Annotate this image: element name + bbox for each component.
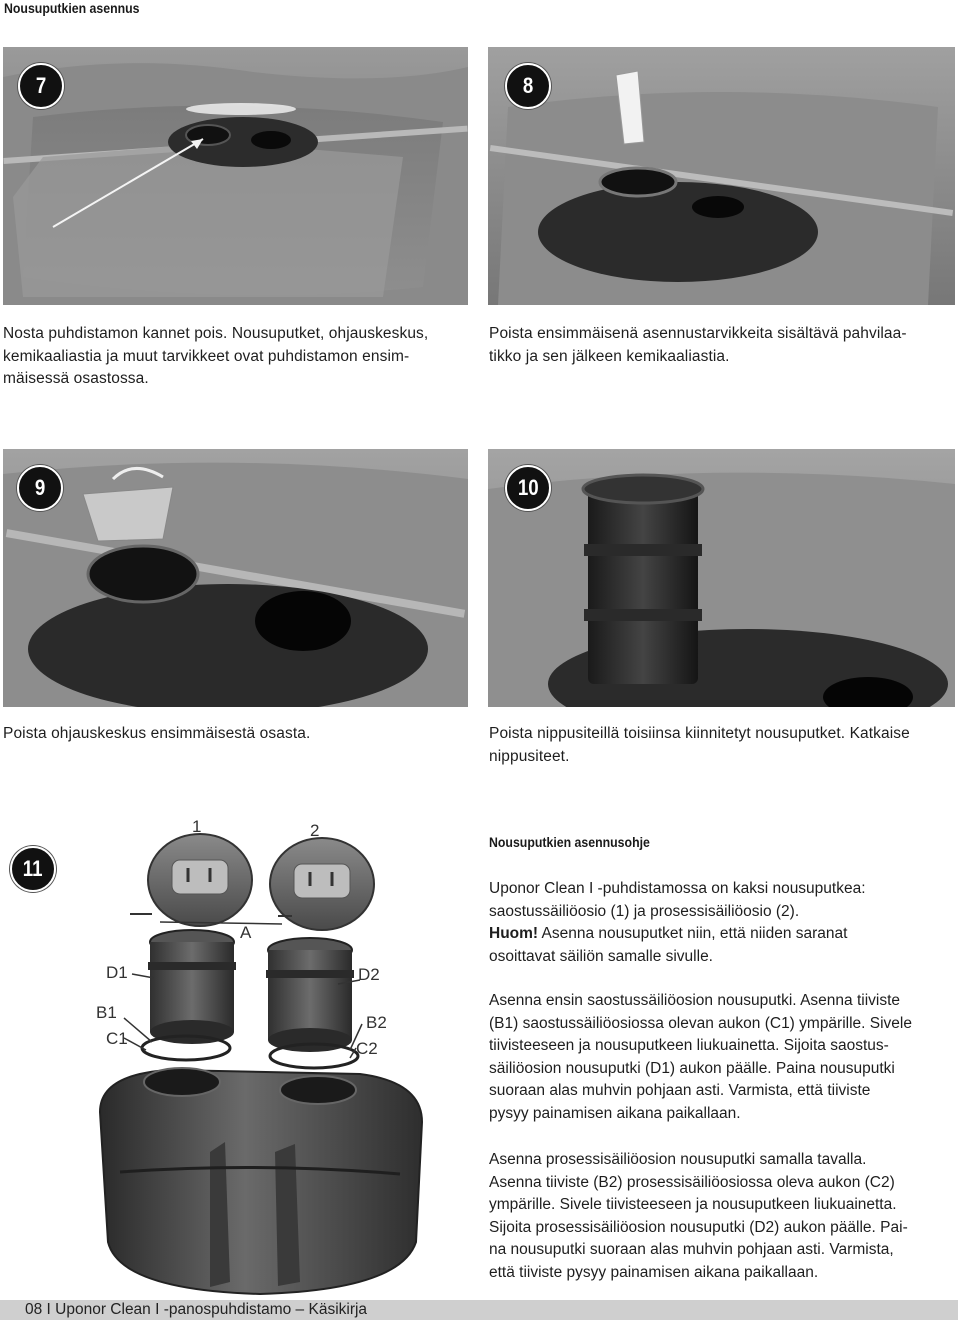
step-9-badge: 9 bbox=[17, 465, 63, 511]
page-title: Nousuputkien asennus bbox=[4, 0, 140, 16]
label-b1: B1 bbox=[96, 1003, 117, 1022]
label-1: 1 bbox=[192, 817, 202, 836]
label-b2: B2 bbox=[366, 1013, 387, 1032]
step-9-photo bbox=[3, 449, 468, 707]
step-8-badge: 8 bbox=[505, 63, 551, 109]
label-2: 2 bbox=[310, 821, 320, 840]
label-d1: D1 bbox=[106, 963, 128, 982]
label-d2: D2 bbox=[358, 965, 380, 984]
footer-text: 08 I Uponor Clean I -panospuhdistamo – Käsikirja bbox=[25, 1301, 368, 1318]
label-a: A bbox=[240, 923, 252, 942]
step-10-caption: Poista nippusiteillä toisiinsa kiinnitetyt nousuputket. Katkaise nippusiteet. bbox=[489, 725, 910, 765]
step-8-photo bbox=[488, 47, 955, 305]
step-11-badge: 11 bbox=[10, 846, 56, 892]
tank-body bbox=[100, 1070, 422, 1294]
note-label: Huom! bbox=[489, 925, 539, 942]
step-10-badge: 10 bbox=[505, 465, 551, 511]
step-7-caption: Nosta puhdistamon kannet pois. Nousuputket, ohjauskeskus, kemikaaliastia ja muut tarvikkeet ovat puhdistamon ensim- mäisessä osastossa. bbox=[3, 325, 429, 387]
step-9-caption: Poista ohjauskeskus ensimmäisestä osasta. bbox=[3, 725, 311, 742]
instructions-step-2: Asenna prosessisäiliöosion nousuputki samalla tavalla. Asenna tiiviste (B2) prosessisäiliöosiossa oleva aukon (C2) ympärille. Sivele tiivisteeseen ja nousuputkeen liukuainetta. Sijoita prosessisäiliöosion nousuputki (D2) aukon päälle. Pai- na nousuputki suoraan alas muhvin pohjaan asti. Varmista, että tiiviste pysyy painamisen aikana paikallaan. bbox=[489, 1151, 908, 1281]
step-7-photo bbox=[3, 47, 468, 305]
label-c2: C2 bbox=[356, 1039, 378, 1058]
step-7-badge: 7 bbox=[18, 63, 64, 109]
instructions-intro: Uponor Clean I -puhdistamossa on kaksi nousuputkea: saostussäiliöosio (1) ja prosessisäiliöosio (2). Huom! Asenna nousuputket niin, että niiden saranat osoittavat säiliön samalle sivulle. bbox=[489, 880, 866, 965]
riser-assembly-diagram bbox=[60, 812, 460, 1300]
step-10-photo bbox=[488, 449, 955, 707]
label-c1: C1 bbox=[106, 1029, 128, 1048]
instructions-step-1: Asenna ensin saostussäiliöosion nousuputki. Asenna tiiviste (B1) saostussäiliöosiossa olevan aukon (C1) ympärille. Sivele tiivisteeseen ja nousuputkeen liukuainetta. Sijoita saostus- säiliöosion nousuputki (D1) aukon päälle. Paina nousuputki suoraan alas muhvin pohjaan asti. Varmista, että tiiviste pysyy painamisen aikana paikallaan. bbox=[489, 992, 912, 1122]
step-8-caption: Poista ensimmäisenä asennustarvikkeita sisältävä pahvilaa- tikko ja sen jälkeen kemikaaliastia. bbox=[489, 325, 907, 365]
instructions-title: Nousuputkien asennusohje bbox=[489, 834, 650, 850]
